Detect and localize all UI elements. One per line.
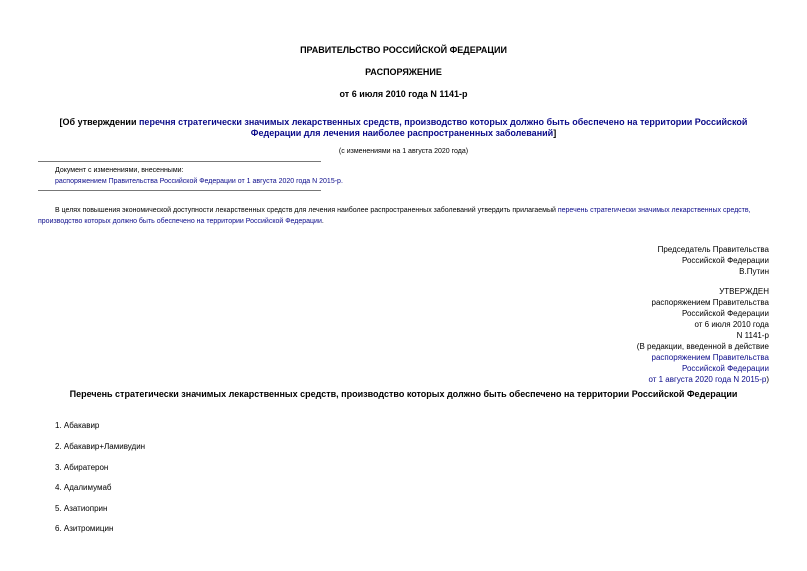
approved-by: распоряжением Правительства — [651, 298, 769, 307]
title-link-part1[interactable]: перечня стратегически значимых лекарственных средств, производство которых должно быть обеспечено на территории Российской — [139, 117, 748, 127]
list-title: Перечень стратегически значимых лекарственных средств, производство которых должно быть обеспечено на территории Российской Федерации — [69, 389, 738, 399]
list-item: 2. Абакавир+Ламивудин — [55, 442, 146, 451]
approved-date: от 6 июля 2010 года — [694, 320, 769, 329]
signature-name: В.Путин — [739, 267, 769, 276]
changes-label: Документ с изменениями, внесенными: — [55, 167, 184, 174]
body-link-part1[interactable]: перечень стратегически значимых лекарственных средств, — [557, 207, 751, 214]
changes-link[interactable]: распоряжением Правительства Российской Федерации от 1 августа 2020 года N 2015-р. — [55, 178, 343, 185]
revision-note: (В редакции, введенной в действие — [636, 342, 769, 351]
body-text-after: . — [321, 218, 324, 225]
list-item: 6. Азитромицин — [55, 524, 114, 533]
signature-block — [658, 244, 769, 277]
revision-link-line3[interactable]: от 1 августа 2020 года N 2015-р — [648, 375, 767, 384]
title-link-part2[interactable]: Федерации для лечения наиболее распространенных заболеваний — [250, 128, 554, 138]
title-prefix: [Об утверждении — [59, 117, 139, 127]
changes-top-rule — [38, 161, 321, 162]
approved-country: Российской Федерации — [682, 309, 769, 318]
document-type: РАСПОРЯЖЕНИЕ — [365, 67, 442, 77]
revision-close: ) — [766, 375, 769, 384]
revision-link-line1[interactable]: распоряжением Правительства — [651, 353, 769, 362]
revision-link-line2[interactable]: Российской Федерации — [682, 364, 769, 373]
approved-number: N 1141-р — [736, 331, 769, 340]
document-title-line2 — [0, 128, 807, 139]
list-item: 5. Азатиоприн — [55, 504, 108, 513]
body-link-part2[interactable]: производство которых должно быть обеспечено на территории Российской Федерации — [38, 218, 322, 225]
document-title — [0, 117, 807, 128]
list-item: 1. Абакавир — [55, 421, 100, 430]
title-suffix: ] — [553, 128, 557, 138]
document-date-number: от 6 июля 2010 года N 1141-р — [339, 89, 468, 99]
amendment-note: (с изменениями на 1 августа 2020 года) — [338, 148, 469, 155]
changes-bottom-rule — [38, 190, 321, 191]
list-item: 3. Абиратерон — [55, 463, 109, 472]
approved-heading: УТВЕРЖДЕН — [719, 287, 769, 296]
list-item: 4. Адалимумаб — [55, 483, 112, 492]
body-text-before: В целях повышения экономической доступности лекарственных средств для лечения наиболее распространенных заболеваний утвердить прилагаемый — [55, 207, 558, 214]
body-paragraph — [38, 205, 773, 227]
government-heading: ПРАВИТЕЛЬСТВО РОССИЙСКОЙ ФЕДЕРАЦИИ — [300, 45, 507, 55]
approved-block — [637, 286, 769, 385]
signature-country: Российской Федерации — [682, 256, 769, 265]
signature-position: Председатель Правительства — [657, 245, 769, 254]
